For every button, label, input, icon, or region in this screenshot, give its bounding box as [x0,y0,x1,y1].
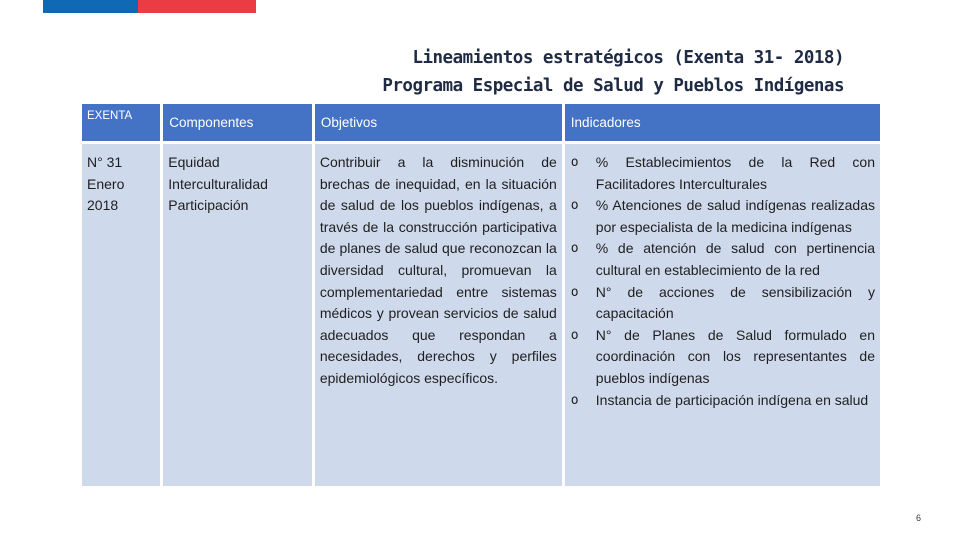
componente-item: Equidad [168,154,220,170]
cell-componentes [163,144,312,486]
table-header-row [82,104,880,144]
indicadores-list [570,152,875,411]
componente-item: Interculturalidad [168,175,268,192]
cell-exenta [82,144,160,486]
header-componentes: Componentes [163,104,312,144]
cell-indicadores [565,144,880,486]
title-line-1: Lineamientos estratégicos (Exenta 31- 2018) [412,48,844,68]
componente-item: Participación [168,197,249,214]
exenta-line: N° 31 [87,154,123,170]
slide-title [382,44,844,100]
page-number: 6 [915,513,921,523]
table-row [82,144,880,486]
title-line-2: Programa Especial de Salud y Pueblos Indígenas [382,76,844,96]
header-exenta: EXENTA [82,104,160,144]
indicador-item: o N° de Planes de Salud formulado en coordinación con los representantes de pueblos indígenas [570,325,875,390]
indicador-item: o Instancia de participación indígena en salud [570,390,875,412]
exenta-line: 2018 [87,197,119,214]
indicador-item: o % Atenciones de salud indígenas realizadas por especialista de la medicina indígenas [570,195,875,238]
strategy-table [79,104,883,486]
indicador-item: o % de atención de salud con pertinencia cultural en establecimiento de la red [570,238,875,281]
indicador-item: o % Establecimientos de la Red con Facilitadores Interculturales [570,152,875,195]
exenta-line: Enero [87,175,125,192]
flag-stripe-blue [43,0,138,13]
cell-objetivos: Contribuir a la disminución de brechas de inequidad, en la situación de salud de los pueblos indígenas, a través de la construcción participativa de planes de salud que reconozcan la diversidad cultural, promuevan la complementariedad entre sistemas médicos y provean servicios de salud adecuados que respondan a necesidades, derechos y perfiles epidemiológicos específicos. [315,144,562,486]
flag-stripe-red [138,0,256,13]
header-indicadores: Indicadores [565,104,880,144]
header-objetivos: Objetivos [315,104,562,144]
indicador-item: o N° de acciones de sensibilización y capacitación [570,282,875,325]
